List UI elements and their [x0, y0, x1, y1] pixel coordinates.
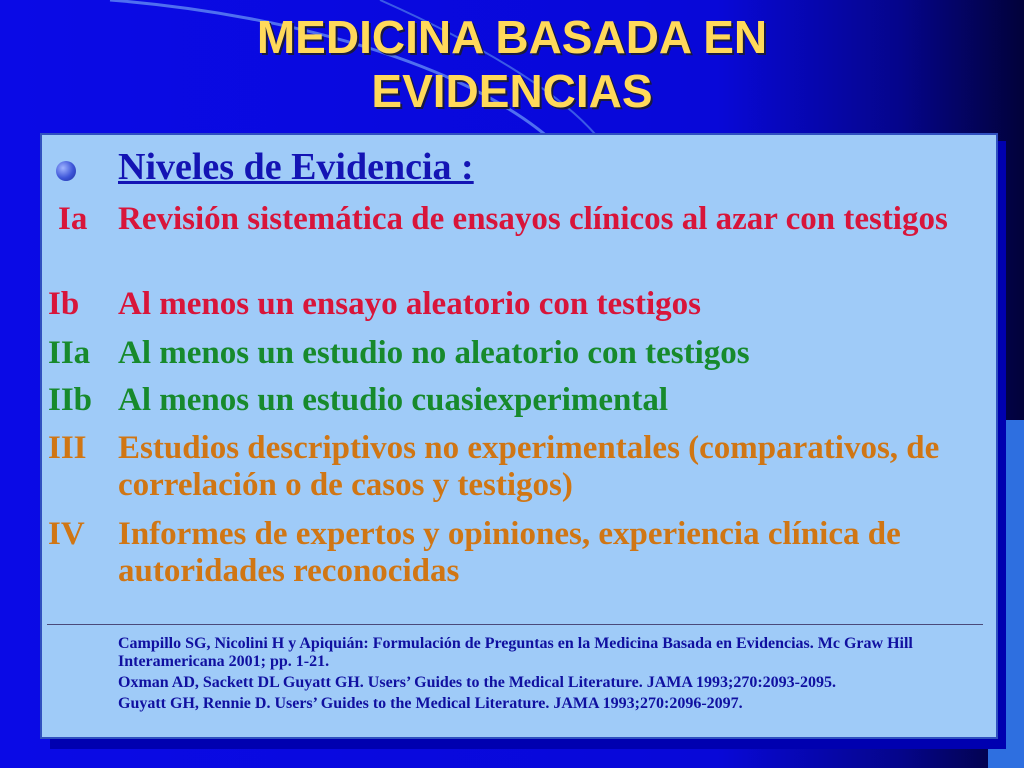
reference-item: Campillo SG, Nicolini H y Apiquián: Formulación de Preguntas en la Medicina Basada en Evidencias. Mc Graw Hill Interamericana 2001; pp. 1-21. — [118, 635, 913, 670]
evidence-level-description: Estudios descriptivos no experimentales (comparativos, de correlación o de casos y testigos) — [118, 430, 940, 503]
evidence-level-code: IV — [48, 516, 85, 552]
evidence-level-code: Ib — [48, 286, 80, 322]
evidence-level-description: Al menos un estudio cuasiexperimental — [118, 382, 669, 418]
references-list — [118, 635, 978, 716]
evidence-level-description: Revisión sistemática de ensayos clínicos al azar con testigos — [118, 201, 948, 237]
evidence-level-code: IIa — [48, 335, 91, 371]
slide-title-line-1: MEDICINA BASADA EN — [256, 11, 768, 63]
evidence-level-code: III — [48, 430, 87, 466]
slide-title-line-2: EVIDENCIAS — [371, 65, 653, 117]
evidence-level-code: IIb — [48, 382, 93, 418]
reference-item: Oxman AD, Sackett DL Guyatt GH. Users’ Guides to the Medical Literature. JAMA 1993;270:2093-2095. — [118, 674, 837, 691]
divider — [47, 624, 983, 625]
section-heading: Niveles de Evidencia : — [118, 146, 474, 188]
slide-title — [0, 10, 1024, 118]
evidence-level-code: Ia — [58, 201, 88, 237]
content-panel — [40, 133, 998, 739]
evidence-level-description: Informes de expertos y opiniones, experiencia clínica de autoridades reconocidas — [118, 516, 901, 589]
reference-item: Guyatt GH, Rennie D. Users’ Guides to the Medical Literature. JAMA 1993;270:2096-2097. — [118, 695, 743, 712]
evidence-level-description: Al menos un ensayo aleatorio con testigos — [118, 286, 701, 322]
bullet-icon — [56, 161, 76, 181]
evidence-level-description: Al menos un estudio no aleatorio con testigos — [118, 335, 750, 371]
